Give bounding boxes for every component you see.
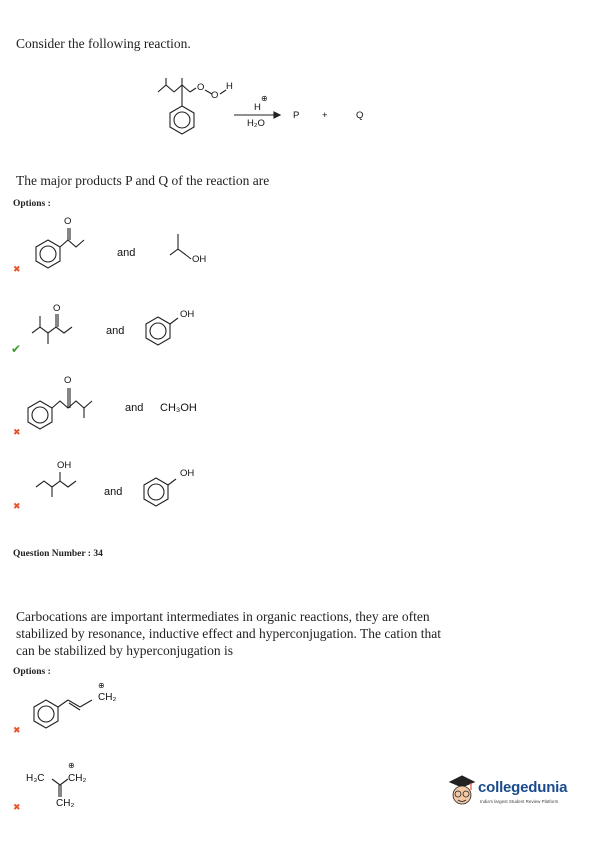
peroxide-oxygen-1: O: [197, 82, 205, 93]
charge-plus-icon: ⊕: [98, 681, 105, 690]
ch2-cation-label: CH₂: [68, 773, 87, 784]
charge-plus-icon: ⊕: [68, 761, 75, 770]
methyl-label: H₃C: [26, 773, 45, 784]
wrong-answer-icon: ✖: [13, 428, 21, 438]
carbonyl-oxygen-label: O: [53, 303, 61, 314]
wrong-answer-icon: ✖: [13, 803, 21, 813]
hydroxyl-label: OH: [57, 460, 72, 471]
question-number: Question Number : 34: [13, 549, 103, 559]
and-text: and: [106, 325, 125, 337]
question-intro: Consider the following reaction.: [16, 36, 191, 51]
logo-wordmark: collegedunia: [478, 779, 568, 796]
correct-answer-icon: ✔: [11, 342, 22, 356]
wrong-answer-icon: ✖: [13, 502, 21, 512]
options-label: Options :: [13, 199, 51, 209]
graduate-mascot-icon: [447, 773, 477, 809]
reagent-water: H₂O: [247, 118, 265, 129]
charge-plus-icon: ⊕: [261, 94, 268, 103]
hydroxyl-label: OH: [180, 309, 195, 320]
wrong-answer-icon: ✖: [13, 726, 21, 736]
ch2-label: CH₂: [98, 692, 117, 703]
wrong-answer-icon: ✖: [13, 265, 21, 275]
hydroxyl-label: OH: [192, 254, 207, 265]
question-stem: The major products P and Q of the reaction are: [16, 173, 270, 188]
and-text: and: [104, 486, 123, 498]
carbonyl-oxygen-label: O: [64, 375, 72, 386]
product-p: P: [293, 110, 300, 121]
question-stem-line-2: stabilized by resonance, inductive effect and hyperconjugation. The cation that: [16, 626, 441, 641]
hydroxyl-label: OH: [180, 468, 195, 479]
logo-tagline: India's largest Student Review Platform: [480, 799, 559, 804]
plus-sign: +: [322, 110, 328, 121]
options-label: Options :: [13, 667, 51, 677]
carbonyl-oxygen-label: O: [64, 216, 72, 227]
collegedunia-logo: [447, 773, 577, 811]
peroxide-hydrogen: H: [226, 81, 233, 92]
and-text: and: [125, 402, 144, 414]
peroxide-oxygen-2: O: [211, 90, 219, 101]
question-stem-line-3: can be stabilized by hyperconjugation is: [16, 643, 234, 658]
reagent-h-plus: H: [254, 102, 261, 113]
product-q: Q: [356, 110, 364, 121]
methanol-label: CH₃OH: [160, 402, 197, 414]
and-text: and: [117, 247, 136, 259]
question-stem-line-1: Carbocations are important intermediates in organic reactions, they are often: [16, 609, 430, 624]
ch2-terminal-label: CH₂: [56, 798, 75, 809]
